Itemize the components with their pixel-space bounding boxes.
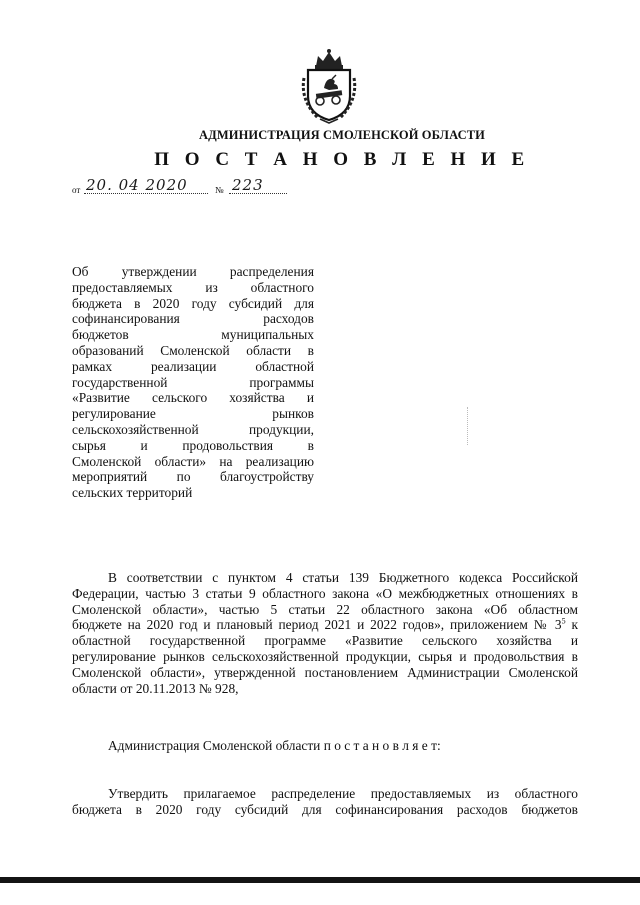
subject-line: регулирование рынков [72,406,314,422]
subject-line: образований Смоленской области в [72,342,314,358]
subject-line: предоставляемых из областного [72,279,314,295]
page-bottom-edge [0,877,640,883]
subject-line: «Развитие сельского хозяйства и [72,390,314,406]
paragraph-line: бюджета в 2020 году субсидий для софинансирования расходов бюджетов [72,801,578,817]
date-underline [84,193,208,194]
number-underline [229,193,287,194]
paragraph-line: Смоленской области», частью 5 статьи 22 областного закона «Об областном [72,601,578,617]
paragraph-line: областной государственной программе «Развитие сельского хозяйства и [72,633,578,649]
paragraph-line: Администрация Смоленской области п о с т а н о в л я е т: [108,738,441,753]
approval-paragraph [72,786,578,818]
resolution-paragraph [72,738,578,754]
organization-title: АДМИНИСТРАЦИЯ СМОЛЕНСКОЙ ОБЛАСТИ [199,128,485,142]
subject-line: сырья и продовольствия в [72,437,314,453]
subject-line: бюджетов муниципальных [72,327,314,343]
paragraph-line: регулирование рынков сельскохозяйственной продукции, сырья и продовольствия в [72,648,578,664]
document-number: 223 [232,176,264,194]
date-from-label: от [72,185,81,195]
paragraph-line: В соответствии с пунктом 4 статьи 139 Бюджетного кодекса Российской [108,570,578,585]
subject-line: сельских территорий [72,485,193,501]
subject-line: рамках реализации областной [72,358,314,374]
subject-line: Об утверждении распределения [72,264,314,279]
subject-line: государственной программы [72,374,314,390]
document-subject [72,264,314,501]
paragraph-line-tail: к [565,617,579,633]
document-type-title: П О С Т А Н О В Л Е Н И Е [154,149,530,170]
paragraph-line: области от 20.11.2013 № 928, [72,680,239,696]
subject-line: софинансирования расходов [72,311,314,327]
subject-line: мероприятий по благоустройству [72,469,314,485]
paragraph-line: Смоленской области», утвержденной постановлением Администрации Смоленской [72,664,578,680]
margin-mark [467,407,469,445]
paragraph-line-with-superscript [72,617,578,633]
subject-line: бюджета в 2020 году субсидий для [72,295,314,311]
superscript: 5 [561,616,566,626]
subject-line: сельскохозяйственной продукции, [72,421,314,437]
document-date: 20. 04 2020 [86,176,188,194]
date-number-line [72,176,332,198]
number-label: № [215,185,224,195]
preamble-paragraph [72,570,578,696]
smolensk-coat-of-arms-icon [296,48,362,124]
subject-line: Смоленской области» на реализацию [72,453,314,469]
paragraph-line: Федерации, частью 3 статьи 9 областного закона «О межбюджетных отношениях в [72,585,578,601]
paragraph-line: Утвердить прилагаемое распределение предоставляемых из областного [108,786,578,801]
paragraph-line-text: бюджете на 2020 год и плановый период 2021 и 2022 годов», приложением № 3 [72,617,562,633]
